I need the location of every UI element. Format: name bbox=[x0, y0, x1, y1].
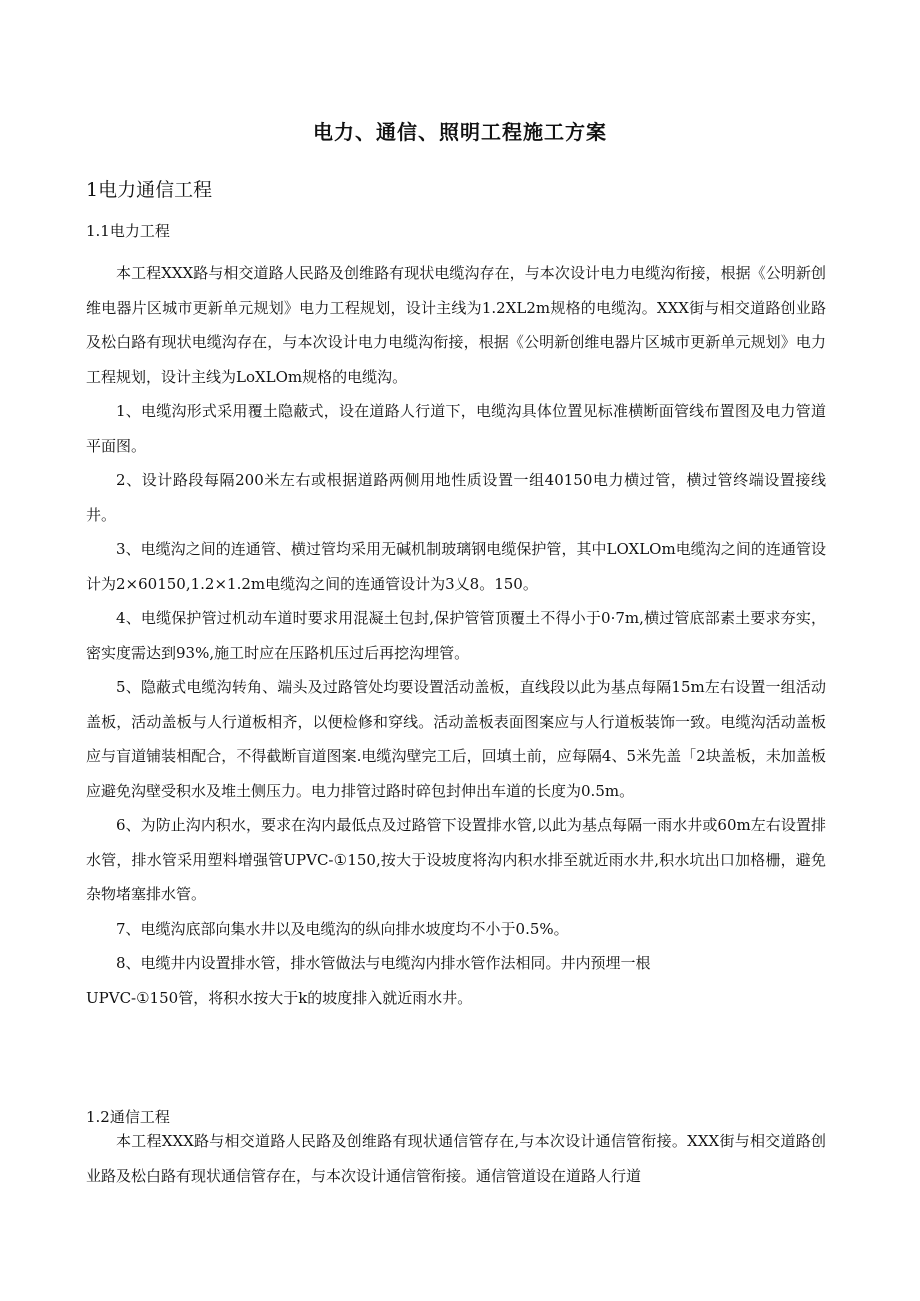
paragraph: 2、设计路段每隔200米左右或根据道路两侧用地性质设置一组40150电力横过管，横过管终端设置接线井。 bbox=[86, 471, 826, 524]
document-title: 电力、通信、照明工程施工方案 bbox=[313, 120, 607, 144]
paragraph: 5、隐蔽式电缆沟转角、端头及过路管处均要设置活动盖板，直线段以此为基点每隔15m左右设置一组活动盖板，活动盖板与人行道板相齐，以便检修和穿线。活动盖板表面图案应与人行道板装饰一致。电缆沟活动盖板应与盲道铺装相配合，不得截断盲道图案.电缆沟壁完工后，回填土前，应每隔4、5米先盖「2块盖板，未加盖板应避免沟壁受积水及堆土侧压力。电力排管过路时碎包封伸出车道的长度为0.5m。 bbox=[86, 678, 826, 800]
paragraph: 本工程XXX路与相交道路人民路及创维路有现状通信管存在,与本次设计通信管衔接。XXX街与相交道路创业路及松白路有现状通信管存在，与本次设计通信管衔接。通信管道设在道路人行道 bbox=[86, 1132, 826, 1185]
paragraph: 3、电缆沟之间的连通管、横过管均采用无碱机制玻璃钢电缆保护管，其中LOXLOm电缆沟之间的连通管设计为2×60150,1.2×1.2m电缆沟之间的连通管设计为3乂8。150。 bbox=[86, 540, 826, 593]
paragraph: 6、为防止沟内积水，要求在沟内最低点及过路管下设置排水管,以此为基点每隔一雨水井或60m左右设置排水管，排水管采用塑料增强管UPVC-①150,按大于设坡度将沟内积水排至就近雨水井,积水坑出口加格栅，避免杂物堵塞排水管。 bbox=[86, 816, 826, 903]
paragraph: 本工程XXX路与相交道路人民路及创维路有现状电缆沟存在，与本次设计电力电缆沟衔接，根据《公明新创维电器片区城市更新单元规划》电力工程规划，设计主线为1.2XL2m规格的电缆沟。XXX街与相交道路创业路及松白路有现状电缆沟存在，与本次设计电力电缆沟衔接，根据《公明新创维电器片区城市更新单元规划》电力工程规划，设计主线为LoXLOm规格的电缆沟。 bbox=[86, 264, 826, 386]
section-heading-1: 1电力通信工程 bbox=[86, 179, 213, 201]
paragraph: 4、电缆保护管过机动车道时要求用混凝土包封,保护管管顶覆土不得小于0·7m,横过管底部素土要求夯实，密实度需达到93%,施工时应在压路机压过后再挖沟埋管。 bbox=[86, 609, 826, 662]
subsection-heading-1-2: 1.2通信工程 bbox=[86, 1108, 170, 1126]
paragraph: 1、电缆沟形式采用覆土隐蔽式，设在道路人行道下，电缆沟具体位置见标准横断面管线布置图及电力管道平面图。 bbox=[86, 402, 826, 455]
subsection-heading-1-1: 1.1电力工程 bbox=[86, 222, 170, 240]
paragraph-continuation: UPVC-①150管，将积水按大于k的坡度排入就近雨水井。 bbox=[86, 988, 473, 1007]
subsection-1-1-body bbox=[86, 256, 826, 1015]
subsection-1-2-body bbox=[86, 1124, 826, 1193]
paragraph: 8、电缆井内设置排水管，排水管做法与电缆沟内排水管作法相同。井内预埋一根 bbox=[116, 954, 651, 972]
paragraph: 7、电缆沟底部向集水井以及电缆沟的纵向排水坡度均不小于0.5%。 bbox=[116, 919, 569, 938]
